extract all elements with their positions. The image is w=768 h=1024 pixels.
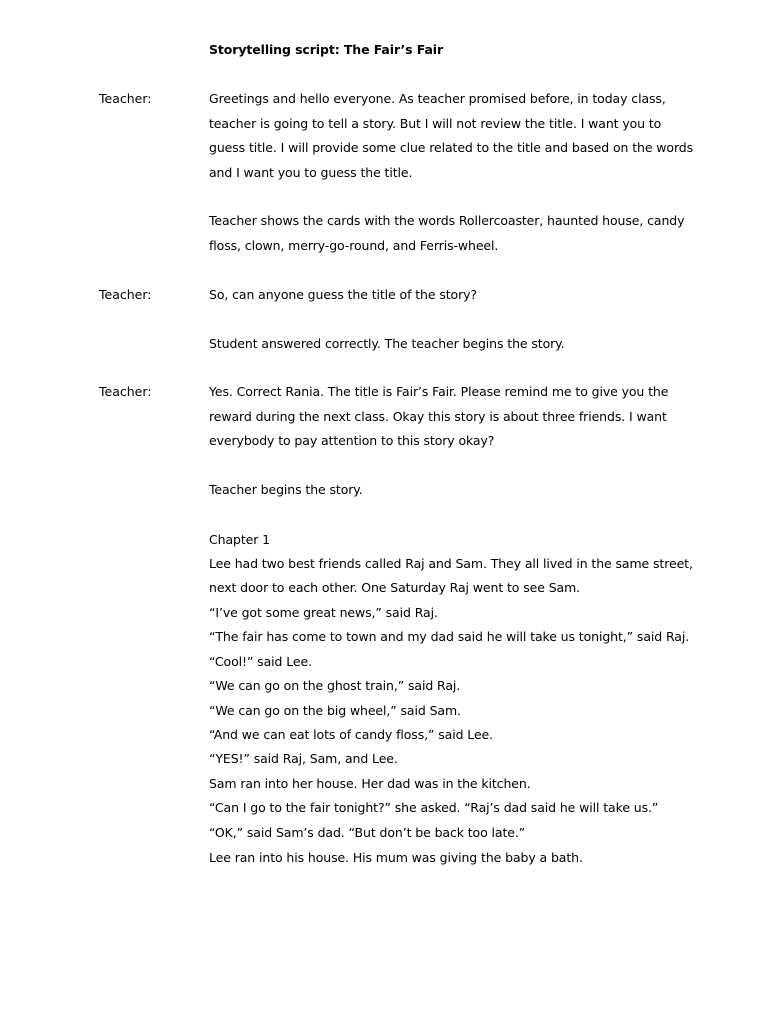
dialogue-line: guess title. I will provide some clue related to the title and based on the words bbox=[209, 140, 694, 155]
dialogue-line: teacher is going to tell a story. But I will not review the title. I want you to bbox=[209, 116, 662, 131]
stage-direction-line: Teacher begins the story. bbox=[209, 482, 363, 497]
dialogue-line: Yes. Correct Rania. The title is Fair’s Fair. Please remind me to give you the bbox=[209, 384, 669, 399]
dialogue-line: reward during the next class. Okay this story is about three friends. I want bbox=[209, 409, 667, 424]
story-line: “YES!” said Raj, Sam, and Lee. bbox=[209, 751, 398, 766]
speaker-label: Teacher: bbox=[99, 91, 152, 106]
dialogue-line: and I want you to guess the title. bbox=[209, 165, 413, 180]
story-line: “Can I go to the fair tonight?” she asked. “Raj’s dad said he will take us.” bbox=[209, 800, 659, 815]
speaker-label: Teacher: bbox=[99, 287, 152, 302]
story-line: “The fair has come to town and my dad said he will take us tonight,” said Raj. bbox=[209, 629, 690, 644]
dialogue-line: So, can anyone guess the title of the story? bbox=[209, 287, 477, 302]
story-line: “And we can eat lots of candy floss,” said Lee. bbox=[209, 727, 493, 742]
stage-direction-line: Student answered correctly. The teacher begins the story. bbox=[209, 336, 565, 351]
document-title: Storytelling script: The Fair’s Fair bbox=[209, 42, 444, 57]
dialogue-line: everybody to pay attention to this story okay? bbox=[209, 433, 495, 448]
story-line: “Cool!” said Lee. bbox=[209, 654, 312, 669]
dialogue-line: Greetings and hello everyone. As teacher promised before, in today class, bbox=[209, 91, 666, 106]
story-line: Lee ran into his house. His mum was giving the baby a bath. bbox=[209, 850, 583, 865]
story-line: Lee had two best friends called Raj and Sam. They all lived in the same street, bbox=[209, 556, 693, 571]
story-line: next door to each other. One Saturday Raj went to see Sam. bbox=[209, 580, 581, 595]
story-line: “OK,” said Sam’s dad. “But don’t be back too late.” bbox=[209, 825, 526, 840]
story-line: “I’ve got some great news,” said Raj. bbox=[209, 605, 438, 620]
stage-direction-line: floss, clown, merry-go-round, and Ferris-wheel. bbox=[209, 238, 499, 253]
story-line: Sam ran into her house. Her dad was in the kitchen. bbox=[209, 776, 531, 791]
story-line: “We can go on the ghost train,” said Raj. bbox=[209, 678, 461, 693]
speaker-label: Teacher: bbox=[99, 384, 152, 399]
story-line: “We can go on the big wheel,” said Sam. bbox=[209, 703, 461, 718]
chapter-heading: Chapter 1 bbox=[209, 532, 271, 547]
stage-direction-line: Teacher shows the cards with the words Rollercoaster, haunted house, candy bbox=[209, 213, 685, 228]
